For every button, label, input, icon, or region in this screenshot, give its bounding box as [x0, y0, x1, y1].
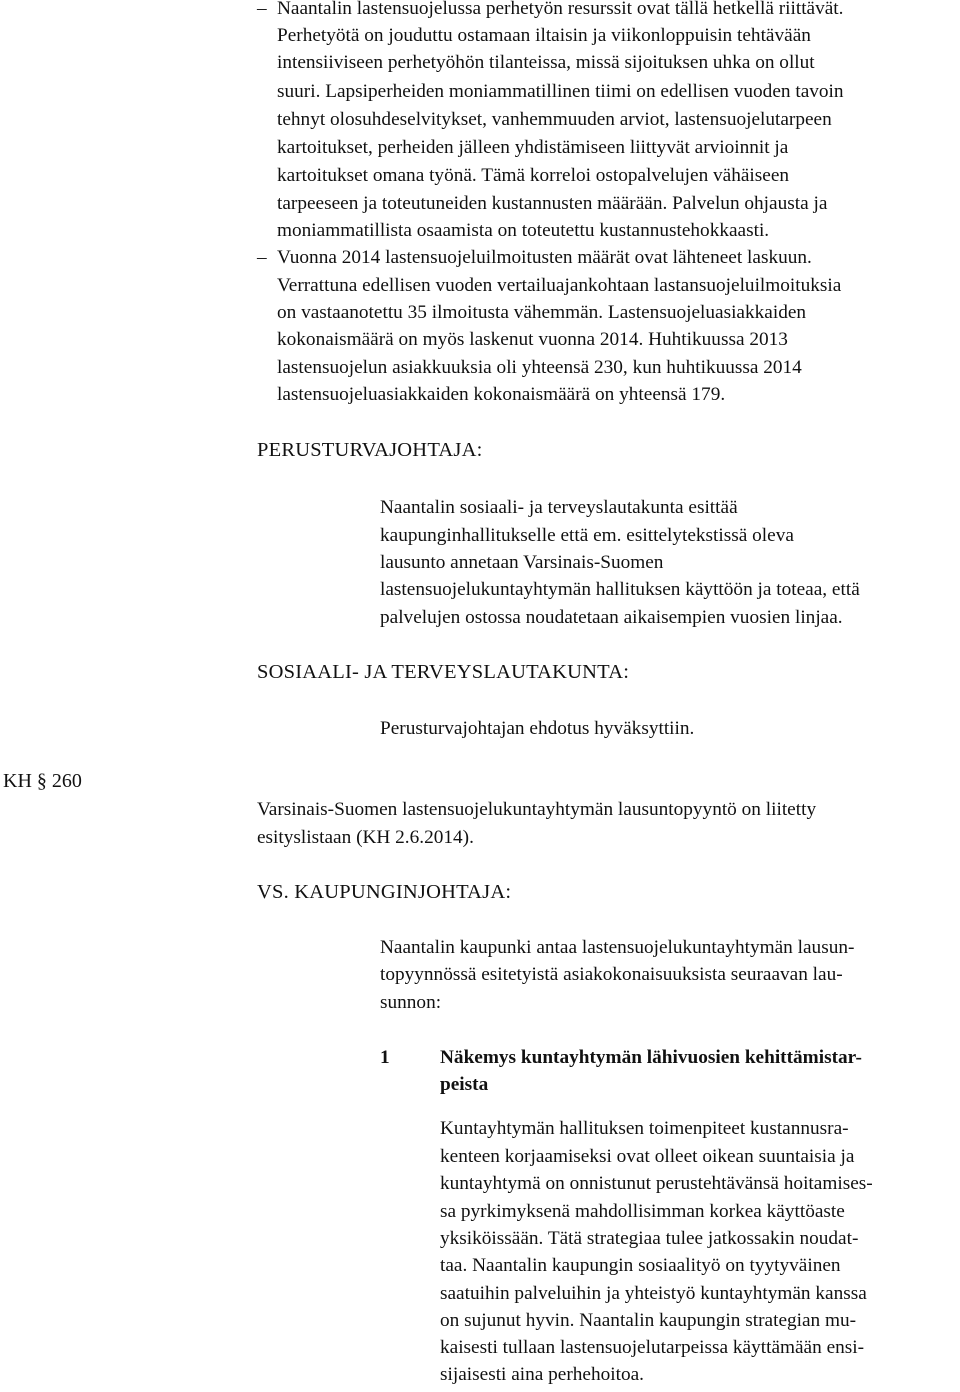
bullet-dash: – — [257, 247, 267, 268]
bullet-text-line: Vuonna 2014 lastensuojeluilmoitusten määrät ovat lähteneet laskuun. — [277, 247, 812, 268]
proposal-text-line: sunnon: — [380, 992, 442, 1013]
proposal-text-line: palvelujen ostossa noudatetaan aikaisempien vuosien linjaa. — [380, 607, 843, 628]
kh-text-line: esityslistaan (KH 2.6.2014). — [257, 827, 474, 848]
section-text-line: Kuntayhtymän hallituksen toimenpiteet kustannusra- — [440, 1118, 849, 1139]
lautakunta-heading: SOSIAALI- JA TERVEYSLAUTAKUNTA: — [257, 661, 630, 683]
section-text-line: saatuihin palveluihin ja yhteistyö kuntayhtymän kanssa — [440, 1283, 867, 1304]
bullet-text-line: lastensuojeluasiakkaiden kokonaismäärä on yhteensä 179. — [277, 384, 726, 405]
bullet-text-line: kokonaismäärä on myös laskenut vuonna 2014. Huhtikuussa 2013 — [277, 329, 788, 350]
kh-text-line: Varsinais-Suomen lastensuojelukuntayhtymän lausuntopyyntö on liitetty — [257, 799, 817, 820]
kaupunginjohtaja-heading: VS. KAUPUNGINJOHTAJA: — [257, 881, 512, 903]
proposal-text-line: Naantalin kaupunki antaa lastensuojelukuntayhtymän lausun- — [380, 937, 855, 958]
perusturvajohtaja-heading: PERUSTURVAJOHTAJA: — [257, 439, 483, 461]
section-text-line: on sujunut hyvin. Naantalin kaupungin strategian mu- — [440, 1310, 857, 1331]
proposal-text-line: kaupunginhallitukselle että em. esittelytekstissä oleva — [380, 525, 794, 546]
proposal-text-line: Naantalin sosiaali- ja terveyslautakunta esittää — [380, 497, 738, 518]
proposal-text-line: lausunto annetaan Varsinais-Suomen — [380, 552, 664, 573]
bullet-dash: – — [257, 0, 267, 19]
bullet-text-line: moniammatillista osaamista on toteutettu kustannustehokkaasti. — [277, 220, 770, 241]
section-text-line: taa. Naantalin kaupungin sosiaalityö on tyytyväinen — [440, 1255, 841, 1276]
bullet-text-line: suuri. Lapsiperheiden moniammatillinen tiimi on edellisen vuoden tavoin — [277, 81, 844, 102]
section-text-line: sijaisesti aina perhehoitoa. — [440, 1364, 644, 1385]
section-title-line: Näkemys kuntayhtymän lähivuosien kehittämistar- — [440, 1047, 862, 1068]
proposal-text-line: topyynnössä esitetyistä asiakokonaisuuksista seuraavan lau- — [380, 964, 843, 985]
bullet-text-line: kartoitukset, perheiden jälleen yhdistämiseen liittyvät arvioinnit ja — [277, 137, 789, 158]
bullet-text-line: intensiiviseen perhetyöhön tilanteissa, missä sijoituksen uhka on ollut — [277, 52, 815, 73]
bullet-text-line: kartoitukset omana työnä. Tämä korreloi ostopalvelujen vähäiseen — [277, 165, 790, 186]
kh-section-label: KH § 260 — [3, 770, 82, 792]
lautakunta-decision: Perusturvajohtajan ehdotus hyväksyttiin. — [380, 718, 695, 739]
section-text-line: kuntayhtymä on onnistunut perustehtävänsä hoitamises- — [440, 1173, 873, 1194]
bullet-text-line: tehnyt olosuhdeselvitykset, vanhemmuuden arviot, lastensuojelutarpeen — [277, 109, 832, 130]
bullet-text-line: tarpeeseen ja toteutuneiden kustannusten määrään. Palvelun ohjausta ja — [277, 193, 828, 214]
section-title-line: peista — [440, 1074, 489, 1095]
bullet-text-line: Naantalin lastensuojelussa perhetyön resurssit ovat tällä hetkellä riittävät. — [277, 0, 844, 19]
bullet-text-line: lastensuojelun asiakkuuksia oli yhteensä 230, kun huhtikuussa 2014 — [277, 357, 802, 378]
bullet-text-line: on vastaanotettu 35 ilmoitusta vähemmän. Lastensuojeluasiakkaiden — [277, 302, 807, 323]
bullet-text-line: Verrattuna edellisen vuoden vertailuajankohtaan lastansuojeluilmoituksia — [277, 275, 842, 296]
section-number: 1 — [380, 1047, 390, 1068]
proposal-text-line: lastensuojelukuntayhtymän hallituksen käyttöön ja toteaa, että — [380, 579, 860, 600]
bullet-text-line: Perhetyötä on jouduttu ostamaan iltaisin ja viikonloppuisin tehtävään — [277, 25, 811, 46]
section-text-line: sa pyrkimyksenä mahdollisimman korkea käyttöaste — [440, 1201, 845, 1222]
section-text-line: yksiköissään. Tätä strategiaa tulee jatkossakin noudat- — [440, 1228, 859, 1249]
section-text-line: kaisesti tullaan lastensuojelutarpeissa käyttämään ensi- — [440, 1337, 865, 1358]
section-text-line: kenteen korjaamiseksi ovat olleet oikean suuntaisia ja — [440, 1146, 855, 1167]
